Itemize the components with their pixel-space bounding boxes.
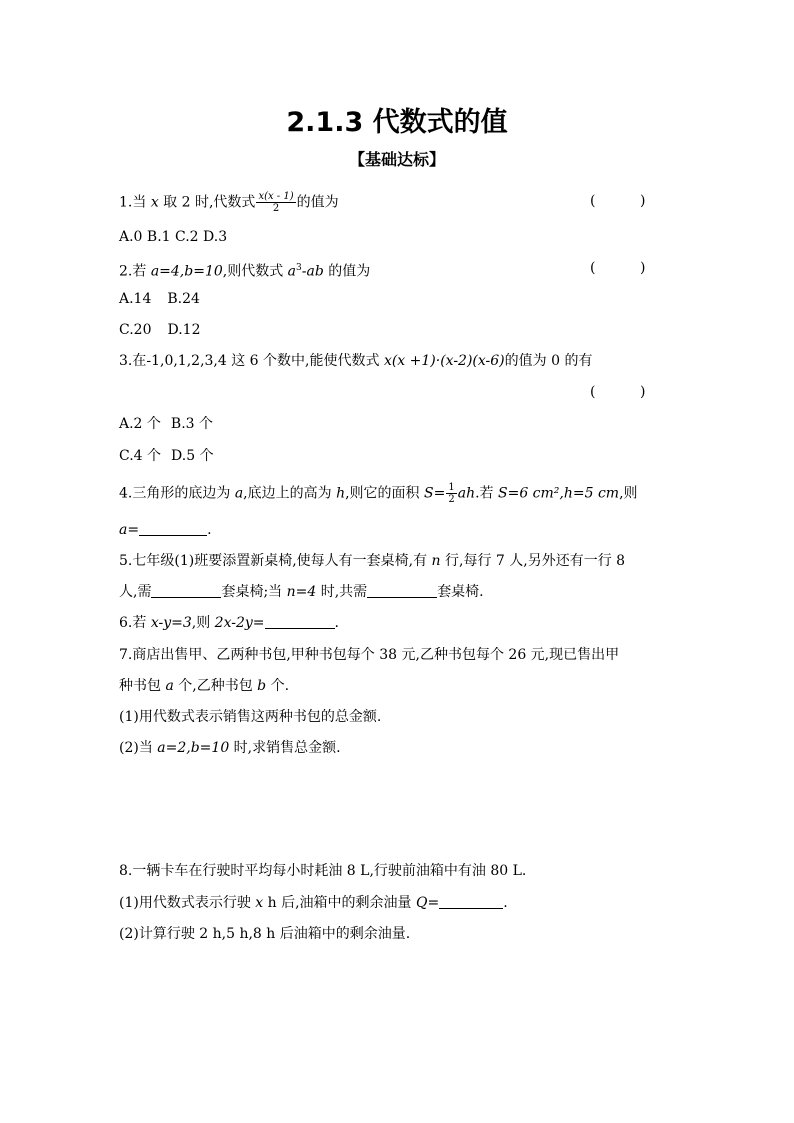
question-8-part-1: (1)用代数式表示行驶 x h 后,油箱中的剩余油量 Q= . — [119, 895, 508, 911]
question-2: 2.若 a=4,b=10,则代数式 $a^3-ab$ 的值为 — [119, 263, 371, 280]
question-7-part-2: (2)当 a=2,b=10 时,求销售总金额. — [119, 740, 341, 756]
question-2-options-row-2: C.20 D.12 — [119, 322, 201, 338]
question-3-options-row-2: C.4 个 D.5 个 — [119, 448, 214, 464]
question-6: 6.若 x-y=3,则 2x-2y= . — [119, 615, 339, 631]
answer-paren: ( ) — [590, 193, 646, 209]
question-8-part-2: (2)计算行驶 2 h,5 h,8 h 后油箱中的剩余油量. — [119, 926, 411, 942]
question-7-line-2: 种书包 a 个,乙种书包 b 个. — [119, 678, 290, 694]
answer-blank[interactable] — [367, 583, 437, 598]
question-4-answer-line: a= . — [119, 522, 212, 538]
question-3: 3.在-1,0,1,2,3,4 这 6 个数中,能使代数式 x(x +1)·(x-2)(x-6)的值为 0 的有 — [119, 353, 593, 369]
question-8: 8.一辆卡车在行驶时平均每小时耗油 8 L,行驶前油箱中有油 80 L. — [119, 863, 527, 879]
answer-blank[interactable] — [265, 614, 335, 629]
question-1: 1.当 x 取 2 时,代数式 $\frac{x(x - 1)}{2}$ 的值为 — [119, 191, 339, 214]
question-5: 5.七年级(1)班要添置新桌椅,使每人有一套桌椅,有 n 行,每行 7 人,另外还有一行 8 — [119, 553, 626, 569]
answer-blank[interactable] — [139, 521, 207, 536]
question-7-part-1: (1)用代数式表示销售这两种书包的总金额. — [119, 709, 382, 725]
answer-blank[interactable] — [151, 583, 221, 598]
question-3-options-row-1: A.2 个 B.3 个 — [119, 416, 214, 432]
fraction: $\frac{x(x - 1)}{2}$ — [258, 191, 294, 214]
section-heading: 【基础达标】 — [348, 150, 445, 169]
question-2-options-row-1: A.14 B.24 — [119, 291, 200, 307]
question-4: 4.三角形的底边为 a,底边上的高为 h,则它的面积 S= $\frac{1}{2}$ ah.若 S=6 cm²,h=5 cm,则 — [119, 482, 638, 505]
page-title: 2.1.3 代数式的值 — [286, 107, 508, 138]
question-7: 7.商店出售甲、乙两种书包,甲种书包每个 38 元,乙种书包每个 26 元,现已售出甲 — [119, 647, 620, 663]
fraction: $\frac{1}{2}$ — [448, 482, 455, 505]
answer-paren: ( ) — [590, 260, 646, 276]
answer-blank[interactable] — [439, 894, 503, 909]
question-1-options: A.0 B.1 C.2 D.3 — [119, 229, 228, 245]
answer-paren: ( ) — [590, 384, 646, 400]
question-5-line-2: 人,需 套桌椅;当 n=4 时,共需 套桌椅. — [119, 584, 484, 600]
